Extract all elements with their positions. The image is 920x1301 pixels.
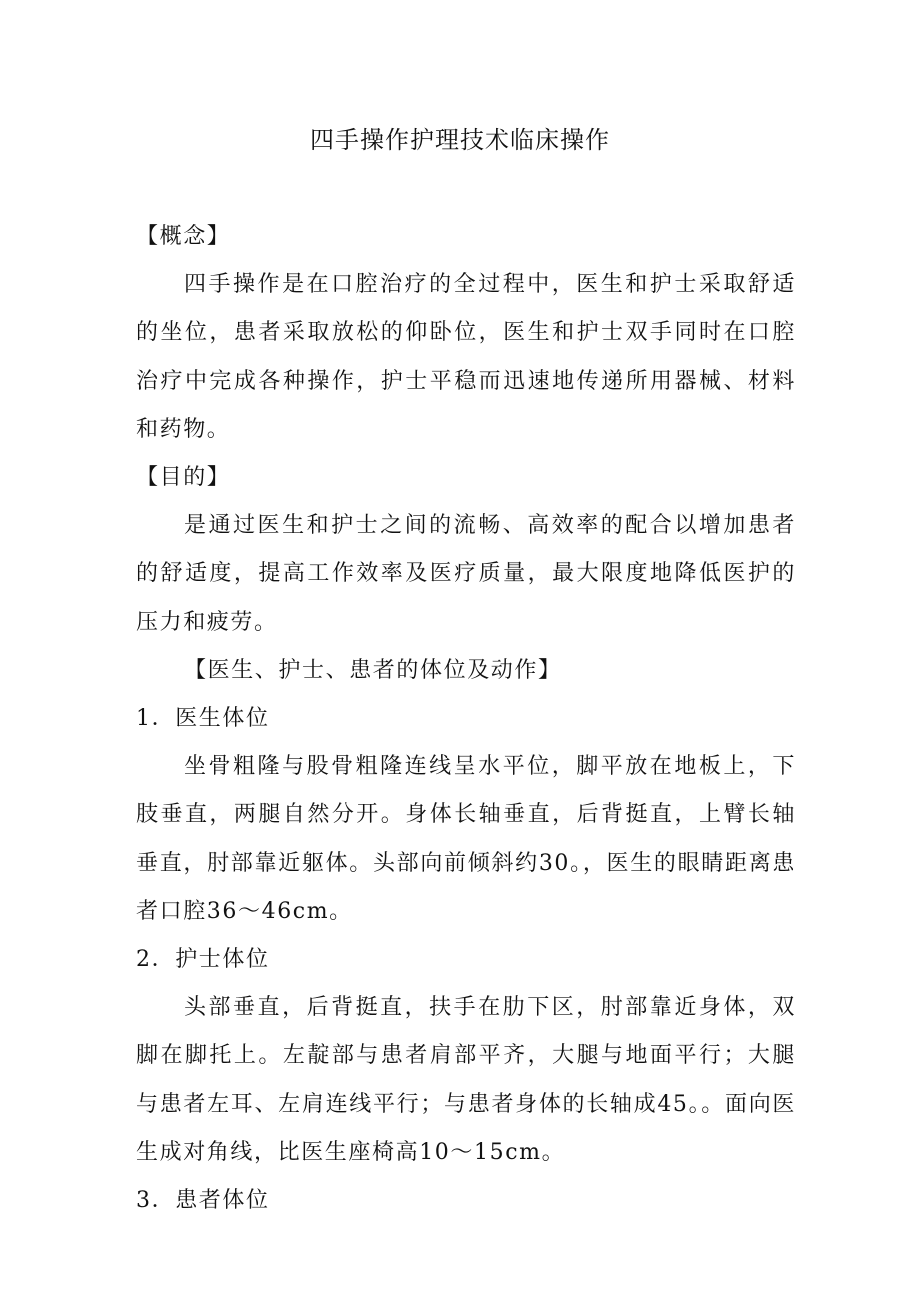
section-heading-purpose: 【目的】 xyxy=(136,465,231,491)
paragraph-purpose: 是通过医生和护士之间的流畅、高效率的配合以增加患者的舒适度，提高工作效率及医疗质量，最大限度地降低医护的压力和疲劳。 xyxy=(136,513,796,635)
section-heading-positions: 【医生、护士、患者的体位及动作】 xyxy=(184,657,562,683)
item-label-nurse-position: 2．护士体位 xyxy=(136,947,270,973)
item-label-patient-position: 3．患者体位 xyxy=(136,1188,270,1214)
paragraph-nurse-position: 头部垂直，后背挺直，扶手在肋下区，肘部靠近身体，双脚在脚托上。左靛部与患者肩部平齐，大腿与地面平行；大腿与患者左耳、左肩连线平行；与患者身体的长轴成45。。面向医生成对角线，比医生座椅高10～15cm。 xyxy=(136,995,796,1165)
section-heading-concept: 【概念】 xyxy=(136,224,231,249)
document-body xyxy=(136,213,796,1225)
paragraph-doctor-position: 坐骨粗隆与股骨粗隆连线呈水平位，脚平放在地板上，下肢垂直，两腿自然分开。身体长轴垂直，后背挺直，上臂长轴垂直，肘部靠近躯体。头部向前倾斜约30。，医生的眼睛距离患者口腔36～46cm。 xyxy=(136,754,796,924)
document-title: 四手操作护理技术临床操作 xyxy=(310,126,610,154)
paragraph-concept: 四手操作是在口腔治疗的全过程中，医生和护士采取舒适的坐位，患者采取放松的仰卧位，医生和护士双手同时在口腔治疗中完成各种操作，护士平稳而迅速地传递所用器械、材料和药物。 xyxy=(136,272,796,442)
item-label-doctor-position: 1．医生体位 xyxy=(136,706,270,732)
